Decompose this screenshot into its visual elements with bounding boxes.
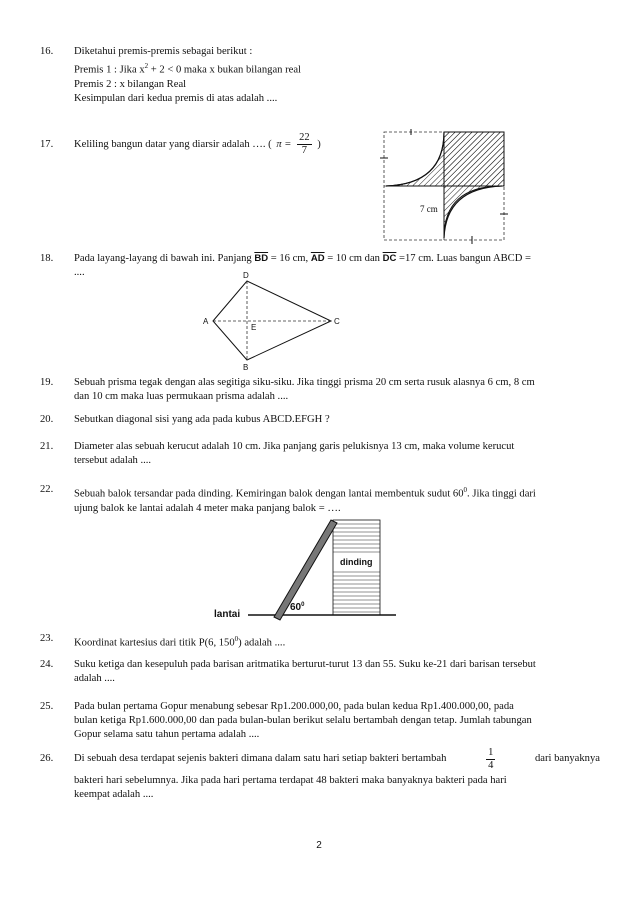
figure-label: 7 cm — [420, 204, 438, 214]
question-17 — [40, 130, 600, 160]
question-25 — [40, 700, 600, 744]
question-number: 17. — [40, 139, 54, 150]
vertex-label-e: E — [251, 323, 257, 332]
vertex-label-a: A — [203, 317, 209, 326]
floor-label: lantai — [214, 609, 241, 620]
vertex-label-d: D — [243, 271, 249, 280]
question-text: Suku ketiga dan kesepuluh pada barisan aritmatika berturut-turut 13 dan 55. Suku ke-21 dari barisan tersebut adalah .... — [74, 659, 536, 684]
question-text: Pada layang-layang di bawah ini. Panjang $\overline{BD} = 16$ cm, $\overline{AD} = 10$ cm dan $\overline{DC} =17$ cm. Luas bangun ABCD = .... — [74, 253, 532, 278]
pi-fraction: $\frac{22}{7}$ — [299, 132, 310, 156]
question-number: 24. — [40, 659, 54, 670]
shaded-square-figure — [376, 126, 516, 246]
question-text: Sebuah prisma tegak dengan alas segitiga siku-siku. Jika tinggi prisma 20 cm serta rusuk alasnya 6 cm, 8 cm dan 10 cm maka luas permukaan prisma adalah .... — [74, 377, 535, 402]
question-number: 26. — [40, 753, 54, 764]
question-22 — [40, 483, 600, 513]
question-number: 18. — [40, 253, 54, 264]
question-text: Diameter alas sebuah kerucut adalah 10 cm. Jika panjang garis pelukisnya 13 cm, maka volume kerucut tersebut adalah .... — [74, 441, 515, 466]
question-23 — [40, 632, 600, 648]
question-text: Koordinat kartesius dari titik P(6, $150^0$) adalah .... — [74, 635, 286, 649]
question-24 — [40, 658, 600, 688]
question-21 — [40, 440, 600, 470]
question-text: Sebutkan diagonal sisi yang ada pada kubus ABCD.EFGH ? — [74, 414, 330, 425]
question-20 — [40, 413, 600, 429]
page-number: 2 — [316, 840, 322, 851]
question-number: 23. — [40, 633, 54, 644]
question-number: 25. — [40, 701, 54, 712]
question-text: Pada bulan pertama Gopur menabung sebesar Rp1.200.000,00, pada bulan kedua Rp1.400.000,00, pada bulan ketiga Rp1.600.000,00 dan pada bulan-bulan berikut selalu bertambah dengan tetap. Jumlah tabungan Gopur selama satu tahun pertama adalah .... — [74, 701, 532, 740]
question-number: 20. — [40, 414, 54, 425]
question-number: 16. — [40, 46, 54, 57]
question-number: 22. — [40, 484, 54, 495]
question-26 — [40, 744, 600, 814]
question-text: Di sebuah desa terdapat sejenis bakteri dimana dalam satu hari setiap bakteri bertambah $\frac{1}{4}$ dari banyaknya bakteri hari sebelumnya. Jika pada hari pertama terdapat 48 bakteri maka banyaknya bakteri pada hari keempat adalah .... — [74, 746, 600, 800]
angle-label: $60^0$ — [290, 602, 305, 613]
question-19 — [40, 376, 600, 406]
question-16 — [40, 45, 600, 105]
question-number: 21. — [40, 441, 54, 452]
beam-wall-figure — [210, 518, 400, 622]
question-text: Diketahui premis-premis sebagai berikut : Premis 1 : Jika $x^2 + 2 < 0$ maka x bukan bilangan real Premis 2 : x bilangan Real Kesimpulan dari kedua premis di atas adalah .... — [74, 46, 301, 104]
wall-label: dinding — [340, 557, 373, 567]
vertex-label-c: C — [334, 317, 340, 326]
question-number: 19. — [40, 377, 54, 388]
question-text: Keliling bangun datar yang diarsir adalah …. ( π = $\frac{22}{7}$ ) — [74, 132, 321, 156]
question-text: Sebuah balok tersandar pada dinding. Kemiringan balok dengan lantai membentuk sudut $60^0$. Jika tinggi dari ujung balok ke lantai adalah 4 meter maka panjang balok = …. — [74, 486, 536, 514]
vertex-label-b: B — [243, 363, 249, 372]
kite-figure — [196, 270, 356, 374]
growth-fraction: $\frac{1}{4}$ — [488, 746, 494, 771]
